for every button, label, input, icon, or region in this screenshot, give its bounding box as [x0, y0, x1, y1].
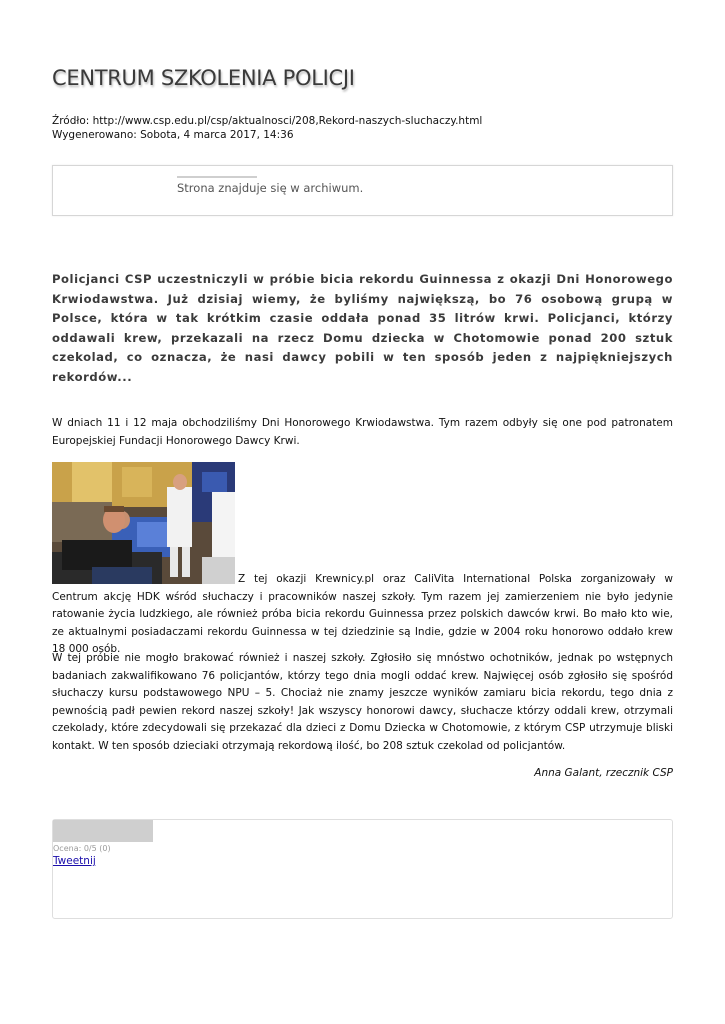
source-url-line: Źródło: http://www.csp.edu.pl/csp/aktualnosci/208,Rekord-naszych-sluchaczy.html	[52, 115, 483, 127]
generated-date-line: Wygenerowano: Sobota, 4 marca 2017, 14:36	[52, 129, 294, 141]
article-paragraph-2: Z tej okazji Krewnicy.pl oraz CaliVita International Polska zorganizowały w Centrum akcję HDK wśród słuchaczy i pracowników naszej szkoły. Tym razem jej zamierzeniem nie było jedynie ratowanie życia ludzkiego, ale również próba bicia rekordu Guinnessa przez polskich dawców krwi. Bo mało kto wie, ze aktualnymi posiadaczami rekordu Guinnessa w tej dziedzinie są Indie, gdzie w 2004 roku honorowo oddało krew 18 000 osób.	[52, 573, 673, 655]
archive-notice-divider	[177, 176, 257, 178]
rating-share-box	[52, 819, 673, 919]
tweet-link[interactable]: Tweetnij	[53, 855, 96, 867]
article-signature: Anna Galant, rzecznik CSP	[534, 767, 673, 779]
article-paragraph-3: W tej próbie nie mogło brakować również i naszej szkoły. Zgłosiło się mnóstwo ochotników, jednak po wstępnych badaniach zakwalifikowano 76 policjantów, którzy tego dnia mogli oddać krew. Najwięcej osób zgłosiło się spośród słuchaczy kursu podstawowego NPU – 5. Chociaż nie znamy jeszcze wyników zamiaru bicia rekordu, tego dnia z pewnością padł pewien rekord naszej szkoły! Jak wszyscy honorowi dawcy, słuchacze którzy oddali krew, otrzymali czekolady, które zdecydowali się przekazać dla dzieci z Domu Dziecka w Chotomowie, z którym CSP utrzymuje bliski kontakt. W ten sposób dzieciaki otrzymają rekordową ilość, bo 208 sztuk czekolad od policjantów.	[52, 652, 673, 752]
archive-notice-text: Strona znajduje się w archiwum.	[177, 181, 364, 195]
archive-notice-box	[52, 165, 673, 216]
article-lead: Policjanci CSP uczestniczyli w próbie bicia rekordu Guinnessa z okazji Dni Honorowego Krwiodawstwa. Już dzisiaj wiemy, że byliśmy największą, bo 76 osobową grupą w Polsce, która w tak krótkim czasie oddała ponad 35 litrów krwi. Policjanci, którzy oddawali krew, przekazali na rzecz Domu dziecka w Chotomowie ponad 200 sztuk czekolad, co oznacza, że nasi dawcy pobili w ten sposób jeden z najpiękniejszych rekordów...	[52, 272, 673, 384]
document-meta	[52, 114, 482, 142]
rating-stars-widget[interactable]	[53, 820, 153, 842]
article-paragraph-1: W dniach 11 i 12 maja obchodziliśmy Dni Honorowego Krwiodawstwa. Tym razem odbyły się one pod patronatem Europejskiej Fundacji Honorowego Dawcy Krwi.	[52, 417, 673, 447]
blood-donation-photo	[52, 462, 235, 584]
rating-text: Ocena: 0/5 (0)	[53, 844, 111, 853]
site-title: CENTRUM SZKOLENIA POLICJI	[52, 66, 355, 90]
